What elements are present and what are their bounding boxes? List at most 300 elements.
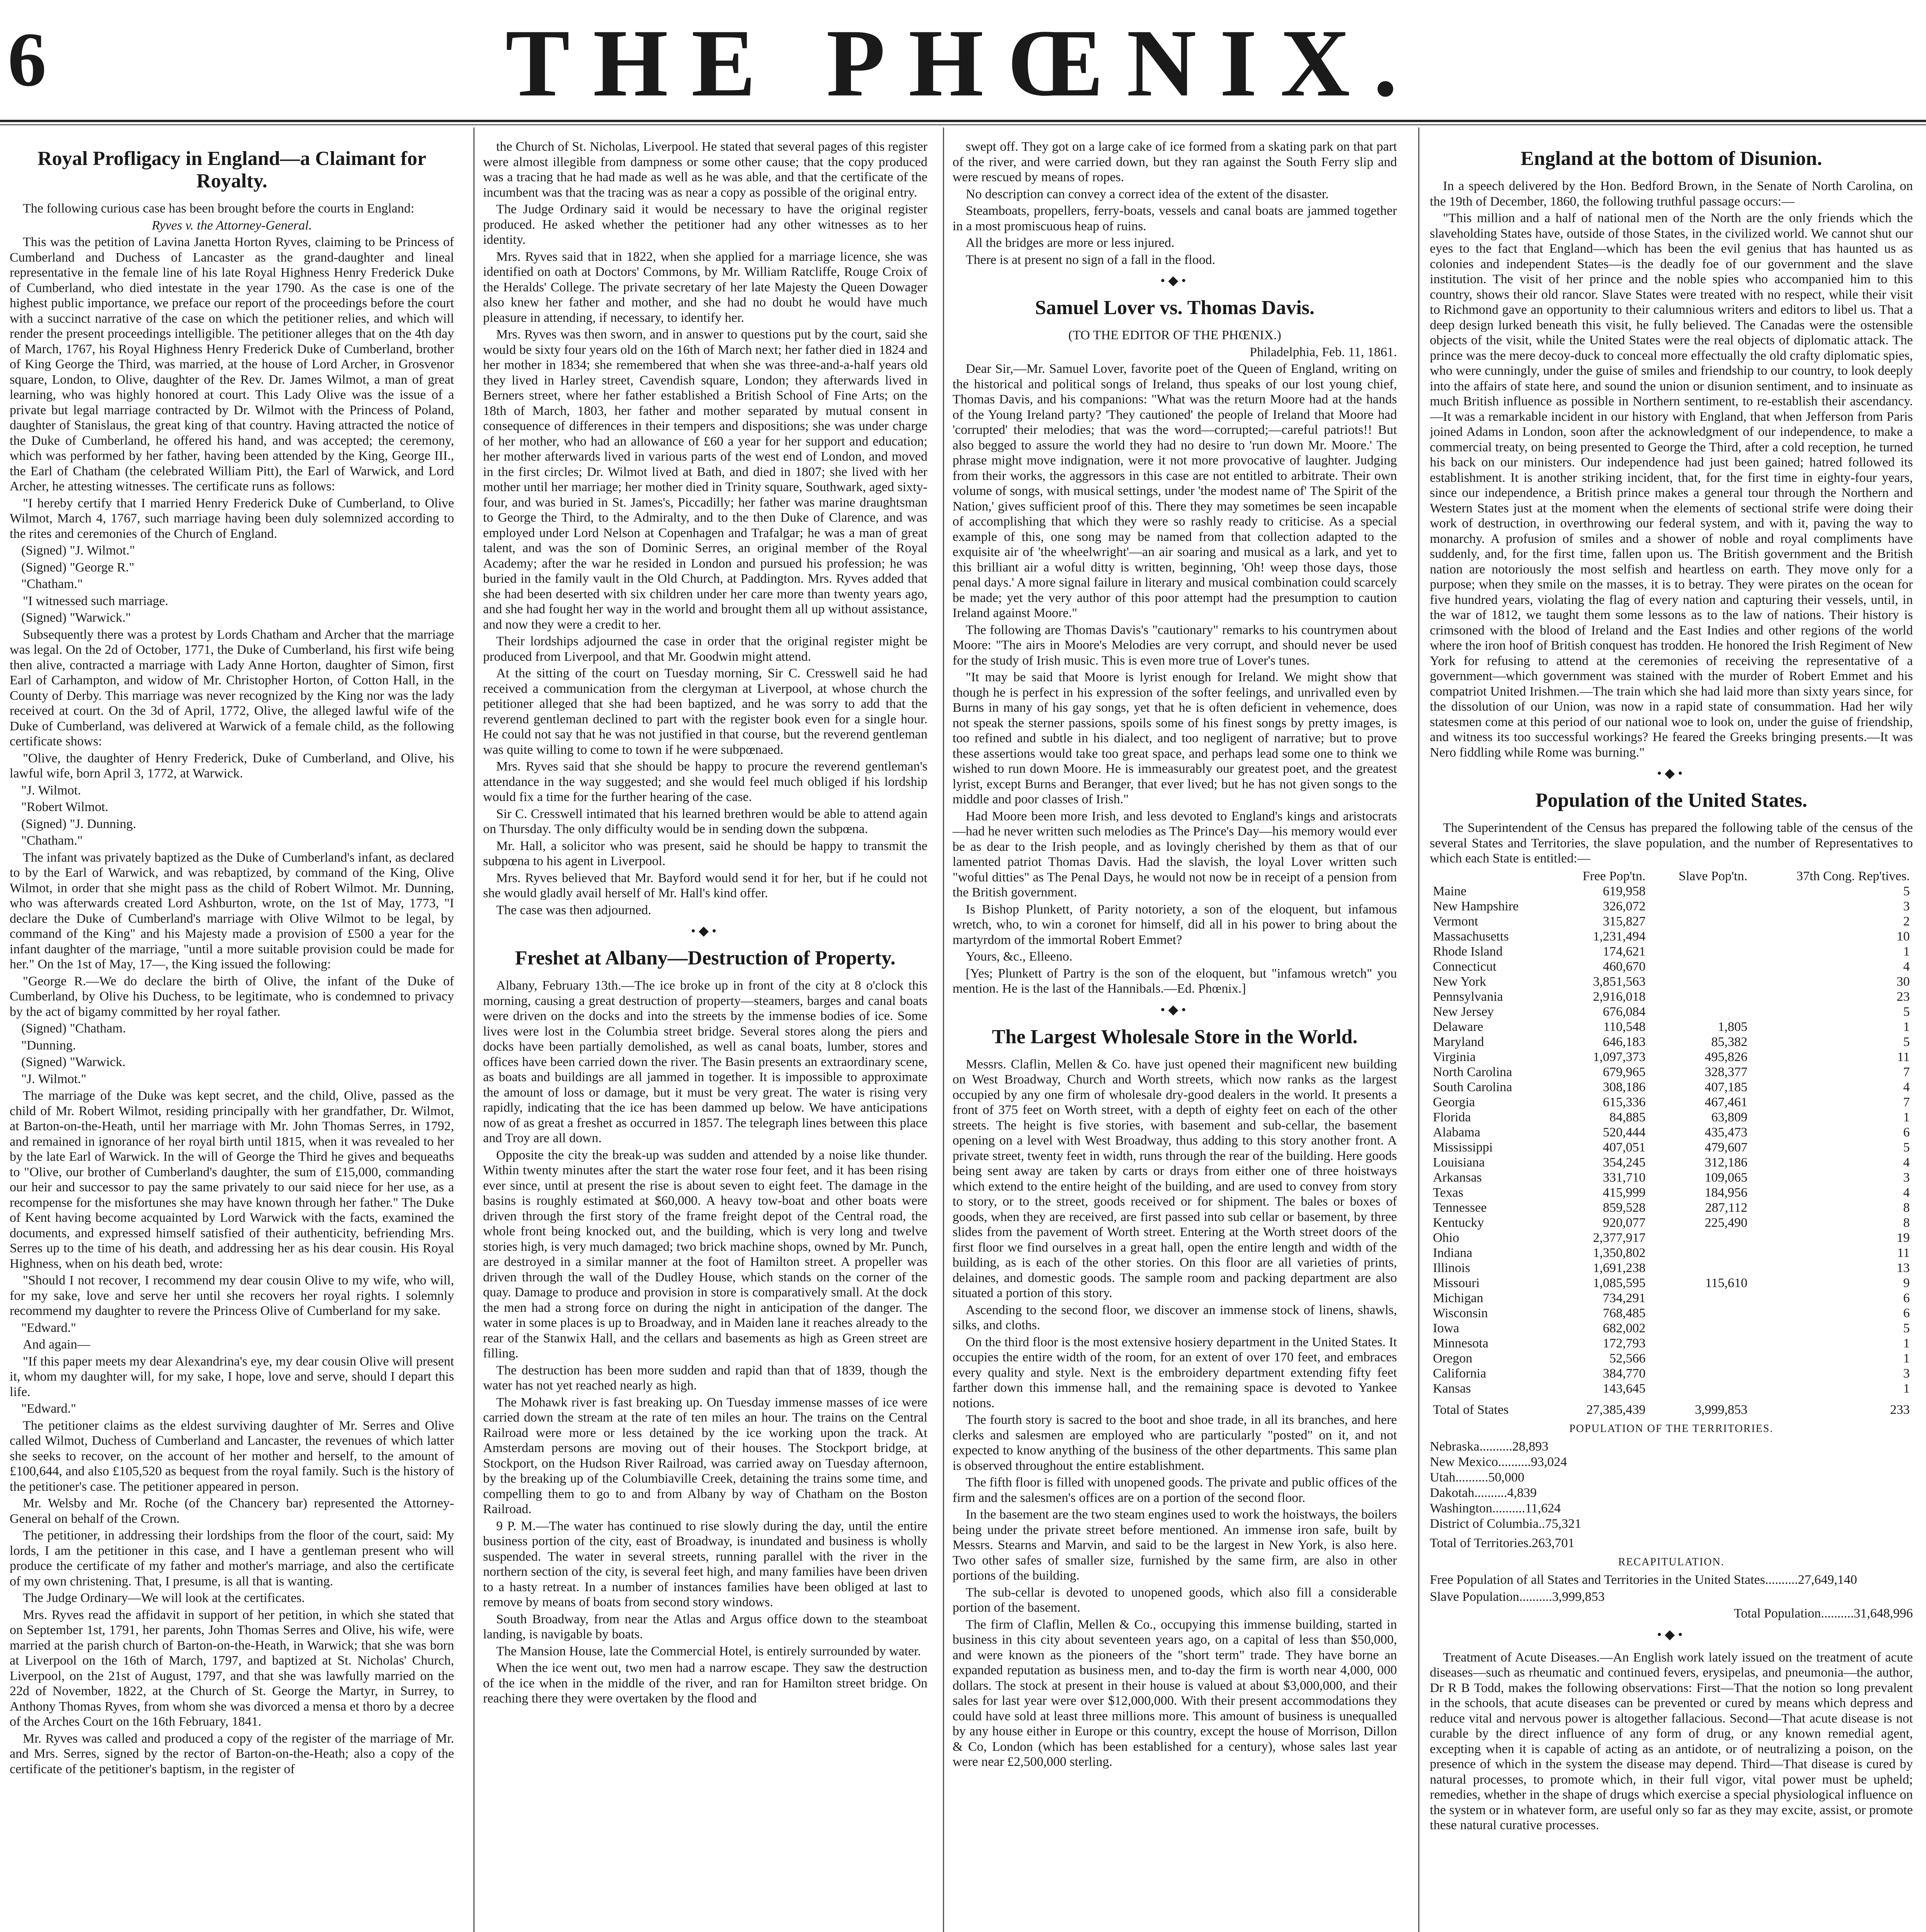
paragraph: Sir C. Cresswell intimated that his learned brethren would be able to attend again on Thursday. The only difficulty would be in sending down the subpœna. [483,806,927,836]
article-title: Population of the United States. [1535,789,1807,811]
paragraph: South Broadway, from near the Atlas and Argus office down to the steamboat landing, is navigable by boats. [483,1612,927,1641]
territory-row: New Mexico..........93,024 [1430,1454,1567,1469]
masthead [0,0,1926,128]
table-row [1430,1065,1913,1080]
table-row [1430,1004,1913,1019]
paragraph: [Yes; Plunkett of Partry is the son of the eloquent, but "infamous wretch" you mention. He is the last of the Hannibals.—Ed. Phœnix.] [953,966,1397,996]
table-row [1430,1019,1913,1034]
table-cell: 5 [1903,1034,1910,1049]
paragraph: "Should I not recover, I recommend my dear cousin Olive to my wife, who will, for my sake, love and serve her until she recovers her royal rights. I solemnly recommend my daughter to revere the Princess Olive of Cumberland for my sake. [10,1273,454,1318]
paragraph: There is at present no sign of a fall in the flood. [966,252,1215,267]
table-row [1430,1215,1913,1230]
paragraph: Mrs. Ryves said that in 1822, when she applied for a marriage licence, she was identified on oath at Doctors' Commons, by Mr. William Ratcliffe, Rouge Croix of the Heralds' College. The private secretary of her late Majesty the Queen Dowager also knew her father and mother, and she had no doubt he would have much pleasure in attending, if necessary, to identify her. [483,249,927,325]
paragraph: (Signed) "Warwick." [21,611,131,625]
table-cell: Minnesota [1433,1336,1489,1350]
table-cell: 4 [1903,1080,1910,1094]
table-cell: Pennsylvania [1433,989,1503,1004]
territories-total: Total of Territories.263,701 [1430,1536,1575,1550]
paragraph: (Signed) "J. Dunning. [21,816,136,831]
table-cell: 4 [1903,1185,1910,1200]
table-cell: Delaware [1433,1019,1484,1034]
paragraph: The Judge Ordinary said it would be necessary to have the original register produced. He asked whether the petitioner had any other witnesses as to her identity. [483,202,927,247]
paragraph: "Olive, the daughter of Henry Frederick, Duke of Cumberland, and Olive, his lawful wife, born April 3, 1772, at Warwick. [10,751,454,781]
table-cell: 13 [1897,1260,1910,1275]
paragraph: This was the petition of Lavina Janetta Horton Ryves, claiming to be Princess of Cumberland and Duchess of Lancaster as the grand-daughter and lineal representative in the female line of his late Royal Highness Henry Frederick Duke of Cumberland, who died intestate in the year 1790. As the case is one of the highest public importance, we preface our report of the proceedings before the court with a succinct narrative of the case on which the petitioner relies, and which will render the present proceedings intelligible. The petitioner alleges that on the 4th day of March, 1767, his Royal Highness Henry Frederick Duke of Cumberland, brother of King George the Third, was married, at the house of Lord Archer, in Grosvenor square, London, to Olive, daughter of the Rev. Dr. James Wilmot, a man of great learning, who was highly honored at court. This Lady Olive was the issue of a private but legal marriage contracted by Dr. Wilmot with the Princess of Poland, daughter of Stanislaus, the great king of that country. Having attracted the notice of the Duke of Cumberland, he offered his hand, and was accepted; the ceremony, which was performed by her father, having been attended by the King, George III., the Earl of Chatham (the celebrated William Pitt), the Earl of Warwick, and Lord Archer, he attesting witnesses. The certificate runs as follows: [10,235,454,493]
table-cell: Mississippi [1433,1140,1493,1155]
territory-row: Dakotah..........4,839 [1430,1485,1537,1500]
table-cell: Wisconsin [1433,1306,1488,1320]
paragraph: "Robert Wilmot. [21,800,109,814]
table-cell [1649,944,1751,959]
table-cell: Massachusetts [1433,929,1509,944]
recap-slave: Slave Population..........3,999,853 [1430,1589,1605,1604]
table-cell: Kentucky [1433,1215,1484,1230]
paragraph: "J. Wilmot. [21,783,81,798]
table-cell: 10 [1897,929,1910,944]
table-cell [1649,1351,1751,1366]
table-cell [1649,1306,1751,1321]
table-cell: 1 [1903,1110,1910,1124]
article-body [10,201,454,1777]
territory-row: Utah..........50,000 [1430,1470,1524,1485]
table-cell: South Carolina [1433,1080,1512,1094]
table-cell: Michigan [1433,1291,1484,1305]
paragraph: All the bridges are more or less injured. [966,236,1175,250]
table-cell: 1,805 [1718,1019,1747,1034]
table-cell: Illinois [1433,1260,1470,1275]
paragraph: "I hereby certify that I married Henry Frederick Duke of Cumberland, to Olive Wilmot, March 4, 1767, such marriage having been duly solemnized according to the rites and ceremonies of the Church of England. [10,496,454,541]
paragraph: The marriage of the Duke was kept secret, and the child, Olive, passed as the child of Mr. Robert Wilmot, residing principally with her grandfather, Dr. Wilmot, at Barton-on-the-Heath, until her marriage with Mr. John Thomas Serres, in 1792, and remained in ignorance of her royal birth until 1815, when it was revealed to her by the late Earl of Warwick. In the will of George the Third he gives and bequeaths to "Olive, our brother of Cumberland's daughter, the sum of £15,000, commanding our heir and successor to pay the same privately to our said niece for her use, as a recompense for the misfortunes she may have known through her father." The Duke of Kent having become acquainted by Lord Warwick with the facts, examined the documents, and expressed himself satisfied of their authenticity, befriending Mrs. Serres up to the time of his death, and addressing her as his dear cousin. His Royal Highness, when on his death bed, wrote: [10,1088,454,1271]
table-cell: 287,112 [1705,1200,1747,1215]
separator-ornament: •◆• [691,924,720,938]
table-cell: 354,245 [1603,1155,1646,1170]
recap-free: Free Population of all States and Territories in the United States..........27,649,140 [1430,1573,1857,1587]
table-cell: 85,382 [1711,1034,1747,1049]
table-cell: 1,231,494 [1593,929,1646,944]
article-body [953,139,1397,267]
paragraph: Mrs. Ryves read the affidavit in support of her petition, in which she stated that on September 1st, 1791, her parents, John Thomas Serres and Olive, his wife, were married at the parish church of Barton-on-the-Heath, in Warwick; that she was born at Liverpool on the 16th of March, 1797, and baptized at St. Nicholas' Church, Liverpool, on the 21st of August, 1797, and that she was lawfully married on the 22d of November, 1822, at the Church of St. George the Martyr, in Surrey, to Anthony Thomas Ryves, from whom she was divorced a mensa et thoro by a decree of the Arches Court on the 16th February, 1841. [10,1607,454,1729]
table-cell: 3 [1903,899,1910,913]
table-cell: 225,490 [1705,1215,1747,1230]
table-cell: Arkansas [1433,1170,1482,1185]
table-header [1430,869,1555,884]
table-row [1430,1080,1913,1095]
paragraph: Ryves v. the Attorney-General. [151,218,312,233]
paragraph: At the sitting of the court on Tuesday morning, Sir C. Cresswell said he had received a communication from the clergyman at Liverpool, at whose church the petitioner alleged that she had been baptized, and he was sorry to add that the reverend gentleman declined to part with the register book even for a single hour. He could not say that he was not justified in that course, but the reverend gentleman was quite willing to come to town if he were subpœnaed. [483,666,927,757]
paragraph: (Signed) "Chatham. [21,1021,126,1036]
paragraph: In a speech delivered by the Hon. Bedford Brown, in the Senate of North Carolina, on the 19th of December, 1860, the following truthful passage occurs:— [1430,179,1913,209]
paragraph: Mr. Ryves was called and produced a copy of the register of the marriage of Mr. and Mrs. Serres, signed by the rector of Barton-on-the-Heath; also a copy of the certificate of the petitioner's baptism, in the register of [10,1731,454,1776]
article-body [953,1057,1397,1770]
table-cell [1649,914,1751,929]
table-cell: 4 [1903,1155,1910,1170]
article-title: The Largest Wholesale Store in the World. [992,1026,1358,1048]
table-cell: 84,885 [1609,1110,1646,1124]
paragraph: The case was then adjourned. [496,903,652,917]
paragraph: The following curious case has been brought before the courts in England: [23,201,415,216]
table-cell: 646,183 [1603,1034,1646,1049]
paragraph: Mr. Hall, a solicitor who was present, said he should be happy to transmit the subpœna to his agent in Liverpool. [483,838,927,868]
separator-ornament: •◆• [1657,766,1686,781]
table-cell [1649,1366,1751,1381]
table-cell: 467,461 [1705,1095,1747,1109]
table-cell: 1,691,238 [1593,1260,1646,1275]
paragraph: "Edward." [21,1320,76,1335]
paragraph: Steamboats, propellers, ferry-boats, vessels and canal boats are jammed together in a most promiscuous heap of ruins. [953,204,1397,233]
paragraph: The Judge Ordinary—We will look at the certificates. [23,1591,305,1605]
table-total-row [1430,1396,1913,1417]
paragraph: "Chatham." [21,577,83,591]
table-cell: 4 [1903,959,1910,974]
table-cell: Louisiana [1433,1155,1485,1170]
table-cell: 3,999,853 [1695,1402,1747,1417]
table-cell: 615,336 [1603,1095,1646,1109]
table-cell: 27,385,439 [1586,1402,1646,1417]
separator-ornament: •◆• [1160,274,1189,288]
table-row [1430,1034,1913,1049]
table-row [1430,1321,1913,1336]
paragraph: Messrs. Claflin, Mellen & Co. have just opened their magnificent new building on West Broadway, Church and Worth streets, which now ranks as the largest occupied by any one firm of wholesale dry-good dealers in the world. It presents a front of 375 feet on Worth street, with a depth of eighty feet on each of the other streets. The height is five stories, with basement and sub-cellar, the basement opening on a level with West Broadway, thus adding to this story another front. A private street, twenty feet in width, runs through the rear of the building. Here goods being sent away are taken by carts or drays from either one of three hoistways which extend to the entire height of the building, and are used to convey from story to story, or to the street, goods received or for shipment. The bales or boxes of goods, when they are received, are first passed into sub cellar or basement, by three slides from the pavement of Worth street. Entering at the Worth street doors of the first floor we find ourselves in a great hall, open the entire length and width of the building, as is each of the other stories. On this floor are all varieties of prints, delaines, and domestic goods. The sample room and packing department are also situated a portion of this story. [953,1057,1397,1300]
table-cell: 174,621 [1603,944,1646,959]
paragraph: Mrs. Ryves said that she should be happy to procure the reverend gentleman's attendance in the way suggested; and she would feel much obliged if his lordship would fix a time for the further hearing of the case. [483,759,927,804]
paragraph: The petitioner claims as the eldest surviving daughter of Mr. Serres and Olive called Wilmot, Duchess of Cumberland and Lancaster, the revenues of which latter she seeks to recover, on the account of her mother and herself, to the amount of £100,644, and also £105,520 as bequest from the royal family. Such is the history of the petitioner's case. The petitioner appeared in person. [10,1418,454,1494]
table-cell: 407,185 [1705,1080,1747,1094]
table-row [1430,1381,1913,1396]
paragraph: Had Moore been more Irish, and less devoted to England's kings and aristocrats—had he never written such melodies as The Prince's Day—his memory would ever be as dear to the Irish people, and as lovingly cherished by them as that of our lamented patriot Thomas Davis. Had the slavish, the loyal Lover written such "woful ditties" as The Penal Days, he would not now be in receipt of a pension from the British government. [953,809,1397,900]
separator-ornament: •◆• [1160,1002,1189,1017]
table-row [1430,1245,1913,1260]
table-row [1430,974,1913,989]
table-row [1430,1276,1913,1291]
table-cell [1649,1230,1751,1245]
paragraph: The Mohawk river is fast breaking up. On Tuesday immense masses of ice were carried down the stream at the rate of ten miles an hour. The trains on the Central Railroad were more or less detained by the ice working upon the track. At Amsterdam persons are moving out of their houses. The Stockport bridge, at Stockport, on the Hudson River Railroad, was carried away on Tuesday afternoon, by the breaking up of the Columbiaville Creek, detaining the trains some time, and compelling them to go to and from Albany by way of Chatham on the Boston Railroad. [483,1395,927,1516]
table-cell: 6 [1903,1125,1910,1139]
table-cell [1649,1260,1751,1276]
paragraph: In the basement are the two steam engines used to work the hoistways, the boilers being under the private street before mentioned. An immense iron safe, built by Messrs. Stearns and Marvin, and said to be the largest in New York, is also here. Two other safes of smaller size, furnished by the same firm, are also in other portions of the building. [953,1507,1397,1583]
table-cell: 30 [1897,974,1910,989]
table-cell: 768,485 [1603,1306,1646,1320]
column-3 [953,139,1397,1932]
article-dateline: Philadelphia, Feb. 11, 1861. [1249,345,1397,359]
territory-row: Washington..........11,624 [1430,1501,1561,1515]
table-cell: 2,916,018 [1593,989,1646,1004]
table-cell: 520,444 [1603,1125,1646,1139]
table-cell: 184,956 [1705,1185,1747,1200]
table-cell: 172,793 [1603,1336,1646,1350]
table-cell: 3 [1903,1170,1910,1185]
table-cell: 859,528 [1603,1200,1646,1215]
table-row [1430,1351,1913,1366]
paragraph: Albany, February 13th.—The ice broke up in front of the city at 8 o'clock this morning, causing a great destruction of property—steamers, barges and canal boats were driven on the docks and into the streets by the immense bodies of ice. Some lives were lost in the Columbia street bridge. Several stores along the piers and docks have been partially demolished, as well as canal boats, lumber, stores and offices have been carried down the river. The Basin presents an extraordinary scene, as boats and buildings are all jammed in together. It is impossible to approximate the amount of loss or damage, but it must be very great. The water is rising very rapidly, indicating that the ice has been dammed up below. We have anticipations now of as great a freshet as occurred in 1857. The telegraph lines between this place and Troy are all down. [483,978,927,1145]
table-cell: Connecticut [1433,959,1497,974]
table-cell: 8 [1903,1200,1910,1215]
table-row [1430,899,1913,914]
territories-list [1430,1439,1913,1532]
table-cell: 384,770 [1603,1366,1646,1381]
table-row [1430,929,1913,944]
paragraph: "This million and a half of national men of the North are the only friends which the slaveholding States have, outside of those States, in the civilized world. We cannot shut our eyes to the fact that England—which has been the evil genius that has haunted us as colonies and independent States—is the deadly foe of our government and the slave institution. The visit of her prince and the noble spies who accompanied him to this country, shows their old rancor. Slave States were treated with no respect, while their visit to Richmond gave an opportunity to their calumnious writers and editors to libel us. That a deep design lurked beneath this visit, he fully believed. The Canadas were the ostensible objects of the visit, while the United States were the real objects of diplomatic attack. The prince was the mere decoy-duck to conceal more effectually the old crafty diplomatic spies, who were cunningly, under the guise of smiles and friendship to our country, to look deeply into the affairs of state here, and sound the union or disunion sentiment, and to insinuate as much British influence as possible in Northern sentiment, to re-establish their ascendancy.—It was a remarkable incident in our history with England, that when Jefferson from Paris joined Adams in London, soon after the acknowledgment of our independence, to make a commercial treaty, on being presented to George the Third, after a cold reception, he turned his back on our ministers. Our independence had just been gained; hatred followed its establishment. It is another striking incident, that, for the first time in eighty-four years, since our independence, a British prince makes a general tour through the Northern and Western States just at the moment when the elements of sectional strife were doing their work of destruction, in overthrowing our federal system, and with it, paving the way to monarchy. A profusion of smiles and a shower of noble and royal compliments have suddenly, and, for the first time, fallen upon us. The British government and the British nation are notoriously the most selfish and heartless on earth. They move only for a purpose; when they smile on the masses, it is to betray. They were pirates on the ocean for five hundred years, violating the flag of every nation and capturing their vessels, until, in the war of 1812, we taught them some lessons as to the law of nations. Their history is crimsoned with the blood of Ireland and the East Indies and other regions of the world where the iron hoof of British conquest has trodden. He honored the Irish Regiment of New York for refusing to attend at the ceremonies of receiving the representative of a government—which government was stained with the murder of Robert Emmet and his compatriot United Irishmen.—The train which she had laid more than sixty years since, for the dissolution of our Union, was now in a rapid state of consummation. Had her wily statesmen come at this period of our national woe to look on, under the guise of friendship, and witness its too successful workings? He feared the Greeks bringing presents.—It was Nero fiddling while Rome was burning." [1430,211,1913,760]
table-cell: 1 [1903,1019,1910,1034]
column-rule [943,128,944,1932]
paragraph: Yours, &c., Elleeno. [966,949,1073,964]
table-cell: 5 [1903,1004,1910,1019]
paragraph: "George R.—We do declare the birth of Olive, the infant of the Duke of Cumberland, by Olive his Duchess, to be legitimate, who is condemned to privacy by the act of bigamy committed by her royal father. [10,974,454,1019]
separator-ornament: •◆• [1657,1627,1686,1642]
table-cell: 115,610 [1705,1276,1747,1290]
table-cell: New York [1433,974,1486,989]
table-row [1430,1306,1913,1321]
table-row [1430,884,1913,899]
table-row [1430,1170,1913,1185]
article-body [483,139,927,918]
table-cell: California [1433,1366,1486,1381]
table-cell: 619,958 [1603,884,1646,898]
paragraph: "Dunning. [21,1038,76,1053]
table-cell: 11 [1897,1049,1910,1064]
paragraph: "I witnessed such marriage. [23,594,168,608]
paragraph: "If this paper meets my dear Alexandrina's eye, my dear cousin Olive will present it, whom my daughter will, for my sake, I hope, love and serve, should I depart this life. [10,1354,454,1399]
table-row [1430,1049,1913,1065]
table-cell: 5 [1903,884,1910,898]
table-cell: 415,999 [1603,1185,1646,1200]
table-cell: 1,085,595 [1593,1276,1646,1290]
table-cell: 308,186 [1603,1080,1646,1094]
table-cell: New Hampshire [1433,899,1519,913]
table-cell: 143,645 [1603,1381,1646,1396]
column-rule [1418,128,1419,1932]
table-cell: 110,548 [1603,1019,1646,1034]
paragraph: Their lordships adjourned the case in order that the original register might be produced from Liverpool, and that Mr. Goodwin might attend. [483,634,927,664]
table-cell: 679,965 [1603,1065,1646,1079]
table-row [1430,914,1913,929]
table-cell: 3 [1903,1366,1910,1381]
table-cell: 1 [1903,944,1910,959]
masthead-rule [0,120,1926,122]
table-cell: Florida [1433,1110,1471,1124]
table-cell: New Jersey [1433,1004,1494,1019]
table-cell: 1,097,373 [1593,1049,1646,1064]
table-cell: Rhode Island [1433,944,1503,959]
paragraph: The sub-cellar is devoted to unopened goods, which also fill a considerable portion of the basement. [953,1585,1397,1615]
column-1 [10,139,454,1932]
table-row [1430,1230,1913,1245]
table-cell [1649,1291,1751,1306]
table-row [1430,1366,1913,1381]
table-cell: 331,710 [1603,1170,1646,1185]
paragraph: And again— [23,1337,90,1352]
paragraph: Treatment of Acute Diseases.—An English work lately issued on the treatment of acute diseases—such as rheumatic and continued fevers, erysipelas, and pneumonia—the author, Dr R B Todd, makes the following observations: First—That the notion so long prevalent in the schools, that acute diseases can be prevented or cured by means which depress and reduce vital and nervous power is altogether fallacious. Second—That acute disease is not curable by the direct influence of any form of drug, or any known remedial agent, excepting when it is capable of acting as an antidote, or of neutralizing a poison, on the presence of which in the system the disease may depend. Third—That disease is cured by natural processes, to promote which, in their full vigor, vital power must be upheld; remedies, whether in the shape of drugs which exercise a special physiological influence on the system or in whatever form, are useful only so far as they may excite, assist, or promote these natural curative processes. [1430,1650,1913,1832]
newspaper-title: THE PHŒNIX. [505,10,1421,117]
table-cell: 52,566 [1609,1351,1646,1366]
table-cell: 23 [1897,989,1910,1004]
paragraph: The destruction has been more sudden and rapid than that of 1839, though the water has not yet reached nearly as high. [483,1363,927,1393]
column-2 [483,139,927,1932]
paragraph: Opposite the city the break-up was sudden and attended by a noise like thunder. Within twenty minutes after the start the water rose four feet, and it has been rising ever since, until at present the rise is about seven to eight feet. The damage in the basins is roughly estimated at $60,000. A heavy tow-boat and other boats were driven through the first story of the frame freight depot of the Central road, the whole front being knocked out, and the building, which is very long and twelve stories high, is very much damaged; two brick machine shops, owned by Mr. Punch, are destroyed in a similar manner at the foot of Hamilton street. A propeller was driven through the wall of the Dudley House, which stands on the corner of the quay. Damage to produce and provision in store is comparatively small. At the dock the men had a strong force on during the night in anticipation of the danger. The water in some places is up to Broadway, and in Maiden lane it reaches already to the rear of the Stanwix Hall, and the cellars and basements as high as Green street are filling. [483,1148,927,1361]
table-cell: Indiana [1433,1245,1472,1260]
table-cell: 676,084 [1603,1004,1646,1019]
paragraph: swept off. They got on a large cake of ice formed from a skating park on that part of the river, and were carried down, but they ran against the South Ferry slip and were rescued by means of ropes. [953,139,1397,184]
table-cell: Maine [1433,884,1467,898]
table-cell: 460,670 [1603,959,1646,974]
paragraph: Subsequently there was a protest by Lords Chatham and Archer that the marriage was legal. On the 2d of October, 1771, the Duke of Cumberland, his first wife being then alive, contracted a marriage with Lady Anne Horton, daughter of Simon, first Earl of Carhampton, and widow of Mr. Christopher Horton, of Cotton Hall, in the County of Derby. This marriage was never recognized by the King nor was the lady received at court. On the 3d of April, 1772, Olive, the alleged lawful wife of the Duke of Cumberland, was delivered at Warwick of a female child, as the following certificate shows: [10,627,454,748]
population-table [1430,869,1913,1417]
article-title: Samuel Lover vs. Thomas Davis. [1035,297,1315,319]
table-cell: 109,065 [1705,1170,1747,1185]
table-header: Free Pop'tn. [1582,869,1646,883]
table-cell [1649,929,1751,944]
paragraph: Is Bishop Plunkett, of Parity notoriety, a son of the eloquent, but infamous wretch, who, to win a coronet for himself, did all in his power to bring about the martyrdom of the immortal Robert Emmet? [953,902,1397,947]
paragraph: The Mansion House, late the Commercial Hotel, is entirely surrounded by water. [496,1644,921,1658]
table-cell: 435,473 [1705,1125,1747,1139]
table-row [1430,1200,1913,1215]
table-row [1430,1110,1913,1125]
table-cell: 326,072 [1603,899,1646,913]
table-cell: 7 [1903,1095,1910,1109]
table-cell: Iowa [1433,1321,1459,1335]
table-cell: Vermont [1433,914,1479,929]
table-row [1430,1125,1913,1140]
paragraph: The fourth story is sacred to the boot and shoe trade, in all its branches, and here clerks and salesmen are employed who are particularly "posted" on it, and not expected to know anything of the business of the other departments. This same plan is observed throughout the entire establishment. [953,1413,1397,1473]
table-cell [1649,1321,1751,1336]
table-cell: 7 [1903,1065,1910,1079]
table-cell [1649,1245,1751,1260]
paragraph: The petitioner, in addressing their lordships from the floor of the court, said: My lords, I am the petitioner in this case, and I have a gentleman present who will produce the certificate of my father and mother's marriage, and also the certificate of my own christening. That, I presume, is all that is wanting. [10,1528,454,1588]
table-cell [1649,1004,1751,1019]
table-row [1430,989,1913,1004]
paragraph: "Chatham." [21,833,83,848]
table-cell: 6 [1903,1306,1910,1320]
territory-row: Nebraska..........28,893 [1430,1439,1548,1454]
table-cell [1649,974,1751,989]
table-cell: 2,377,917 [1593,1230,1646,1245]
table-cell: 63,809 [1711,1110,1747,1124]
paragraph: On the third floor is the most extensive hosiery department in the United States. It occupies the entire width of the room, for an extent of over 170 feet, and embraces every quality and style. Next is the embroidery department extending fifty feet farther down this immense hall, and the remaining space is devoted to Yankee notions. [953,1335,1397,1410]
paragraph: "J. Wilmot." [21,1071,87,1086]
table-cell [1649,884,1751,899]
table-header: Slave Pop'tn. [1678,869,1747,883]
table-cell: 1,350,802 [1593,1245,1646,1260]
table-cell: 1 [1903,1336,1910,1350]
paragraph: (Signed) "Warwick. [21,1055,126,1069]
paragraph: Ascending to the second floor, we discover an immense stock of linens, shawls, silks, and cloths. [953,1303,1397,1332]
table-cell: 19 [1897,1230,1910,1245]
article-body [953,361,1397,997]
paragraph: When the ice went out, two men had a narrow escape. They saw the destruction of the ice when in the middle of the river, and ran for Hamilton street bridge. On reaching there they were overtaken by the flood and [483,1661,927,1706]
table-cell: Georgia [1433,1095,1475,1109]
table-cell: 1 [1903,1381,1910,1396]
paragraph: No description can convey a correct idea of the extent of the disaster. [966,187,1329,201]
article-subtitle: (TO THE EDITOR OF THE PHŒNIX.) [1068,328,1281,342]
paragraph: Mrs. Ryves believed that Mr. Bayford would send it for her, but if he could not she would gladly avail herself of Mr. Hall's kind offer. [483,871,927,900]
table-row [1430,1155,1913,1170]
paragraph: Mr. Welsby and Mr. Roche (of the Chancery bar) represented the Attorney-General on behalf of the Crown. [10,1496,454,1526]
article-body [483,978,927,1706]
table-cell: Alabama [1433,1125,1480,1139]
column-4 [1430,139,1913,1932]
paragraph: "Edward." [21,1401,76,1416]
table-cell: 495,826 [1705,1049,1747,1064]
table-cell: Virginia [1433,1049,1476,1064]
table-cell: 8 [1903,1215,1910,1230]
territories-heading: POPULATION OF THE TERRITORIES. [1569,1422,1774,1435]
table-cell [1649,1336,1751,1351]
table-row [1430,1291,1913,1306]
paragraph: Dear Sir,—Mr. Samuel Lover, favorite poet of the Queen of England, writing on the historical and political songs of Ireland, thus speaks of our lost young chief, Thomas Davis, and his companions: "What was the return Moore had at the hands of the Young Ireland party? 'They cautioned' the people of Ireland that Moore had 'corrupted' their melodies; that was the word—corrupted;—careful patriots!! But also begged to assure the world they had no desire to 'run down Mr. Moore.' The phrase might move indignation, were it not more provocative of laughter. Judging from their works, the aggressors in this case are not entitled to arbitrate. Their own volume of songs, with musical settings, under 'the modest name of' The Spirit of the Nation,' gives sufficient proof of this. There they may sometimes be seen incapable of accomplishing that which they were so rashly ready to criticise. As a special example of this, one song may be named from that collection adapted to the exquisite air of 'the wheelwright'—an air soaring and musical as a lark, and yet to this brilliant air a woful ditty is written, beginning, 'Oh! weep those days, those penal days.' A more signal failure in literary and musical combination could scarcely be made; yet the very author of this poor attempt had the presumption to caution Ireland against Moore." [953,362,1397,620]
table-cell: Total of States [1433,1402,1509,1417]
table-cell: 6 [1903,1291,1910,1305]
table-cell: Missouri [1433,1276,1480,1290]
table-cell: 315,827 [1603,914,1646,929]
recap-heading: RECAPITULATION. [1618,1556,1725,1568]
table-cell: 328,377 [1705,1065,1747,1079]
paragraph: the Church of St. Nicholas, Liverpool. He stated that several pages of this register were almost illegible from dampness or some other cause; that the copy produced was a tracing that he had made as well as he was able, and that the certificate of the incumbent was that the tracing was as near a copy as possible of the original entry. [483,139,927,200]
paragraph: (Signed) "George R." [21,560,134,575]
table-cell: 2 [1903,914,1910,929]
article-body [1430,179,1913,760]
table-row [1430,1260,1913,1276]
table-cell: 682,002 [1603,1321,1646,1335]
table-row [1430,1140,1913,1155]
territory-row: District of Columbia..75,321 [1430,1516,1581,1531]
paragraph: 9 P. M.—The water has continued to rise slowly during the day, until the entire business portion of the city, east of Broadway, is inundated and business is wholly suspended. The water in several streets, running parallel with the river in the northern section of the city, is several feet high, and many families have been driven to a hasty retreat. In a number of instances families have been obliged at last to remove by means of boats from second story windows. [483,1519,927,1609]
masthead-rule-thin [0,124,1926,125]
table-row [1430,1336,1913,1351]
article-intro: The Superintendent of the Census has prepared the following table of the census of the several States and Territories, the slave population, and the number of Representatives to which each State is entitled:— [1430,821,1913,866]
column-rule [473,128,475,1932]
table-cell [1649,1381,1751,1396]
table-header: 37th Cong. Rep'tives. [1796,869,1910,883]
paragraph: The following are Thomas Davis's "cautionary" remarks to his countrymen about Moore: "The airs in Moore's Melodies are very corrupt, and should never be used for the study of Irish music. This is even more true of Lover's tunes. [953,622,1397,668]
recap-total: Total Population..........31,648,996 [1734,1606,1913,1621]
table-cell: 479,607 [1705,1140,1747,1155]
table-cell: North Carolina [1433,1065,1512,1079]
table-row [1430,1095,1913,1110]
table-cell: 233 [1890,1402,1910,1417]
table-cell: Maryland [1433,1034,1484,1049]
table-cell: 734,291 [1603,1291,1646,1305]
paragraph: (Signed) "J. Wilmot." [21,543,135,558]
paragraph: The infant was privately baptized as the Duke of Cumberland's infant, as declared to by the Earl of Warwick, and was rebaptized, by command of the King, Olive Wilmot, in order that she might pass as the child of Robert Wilmot. Mr. Dunning, who was afterwards created Lord Ashburton, wrote, on the 1st of May, 1773, "I declare the Duke of Cumberland's marriage with Olive Wilmot to be legal, by command of the King" and his Majesty made a provision of £500 a year for the infant daughter of the marriage, "until a more suitable provision could be made for her." On the 1st of May, 17—, the King issued the following: [10,850,454,971]
table-cell: 407,051 [1603,1140,1646,1155]
table-cell: 5 [1903,1321,1910,1335]
table-row [1430,944,1913,959]
table-cell: Ohio [1433,1230,1459,1245]
paragraph: The firm of Claflin, Mellen & Co., occupying this immense building, started in business in this city about seventeen years ago, on a capital of less than $50,000, and were known as the pioneers of the "short term" trade. They have borne an expanded reputation as business men, and to-day the firm is worth near 4,000, 000 dollars. The stock at present in their house is valued at about $3,000,000, and their sales for last year were over $12,000,000. With their present accommodations they could have sold at least three millions more. This amount of business is unequalled by any house either in Europe or this country, except the house of Morrison, Dillon & Co, London (which has been established for a century), whose sales last year were near £2,500,000 sterling. [953,1617,1397,1769]
table-row [1430,1185,1913,1200]
article-title: Freshet at Albany—Destruction of Property. [515,947,896,969]
table-cell: 312,186 [1705,1155,1747,1170]
table-cell: 1 [1903,1351,1910,1366]
table-cell: Tennessee [1433,1200,1487,1215]
table-cell: Oregon [1433,1351,1472,1366]
page-number: 6 [8,17,46,102]
table-cell: 9 [1903,1276,1910,1290]
table-cell: 5 [1903,1140,1910,1155]
paragraph: Mrs. Ryves was then sworn, and in answer to questions put by the court, said she would be sixty four years old on the 16th of March next; her father died in 1824 and her mother in 1834; she remembered that when she was three-and-a-half years old they lived in Harley street, Cavendish square, London; they afterwards lived in Berners street, where her father established a British School of Fine Arts; on the 18th of March, 1803, her father and mother separated by mutual consent in consequence of differences in their tempers and dispositions; she was under charge of her mother, who had an allowance of £60 a year for her support and education; her mother afterwards lived in various parts of the west end of London, and moved in the first circles; Dr. Wilmot lived at Bath, and died in 1807; she lived with her mother until her marriage; her mother died in Trinity square, Southwark, aged sixty-four, and was buried in St. James's, Piccadilly; her father was marine draughtsman to George the Third, to the Admiralty, and to the then Duke of Clarence, and was employed under Lord Nelson at Copenhagen and Trafalgar; he was a man of great talent, and was the son of Dominic Serres, an original member of the Royal Academy; after the war he resided in London and pursued his profession; he was buried in the family vault in the Old Church, at Paddington. Mrs. Ryves added that she had been deserted with six children under her care more than twenty years ago, and she had fought her way in the world and brought them all up without assistance, and now they were a credit to her. [483,327,927,632]
table-cell: Kansas [1433,1381,1471,1396]
table-cell: 3,851,563 [1593,974,1646,989]
table-cell [1649,959,1751,974]
table-cell: Texas [1433,1185,1463,1200]
table-cell: 11 [1897,1245,1910,1260]
table-cell [1649,899,1751,914]
table-cell [1649,989,1751,1004]
paragraph: The fifth floor is filled with unopened goods. The private and public offices of the firm and the salesmen's offices are on a portion of the second floor. [953,1475,1397,1505]
table-row [1430,959,1913,974]
article-body [1430,1650,1913,1833]
table-cell: 920,077 [1603,1215,1646,1230]
paragraph: "It may be said that Moore is lyrist enough for Ireland. We might show that though he is perfect in his expression of the softer feelings, and unrivalled even by Burns in many of his gay songs, yet that he is often deficient in vehemence, does not speak the sterner passions, spoils some of his finest songs by pretty images, is too refined and subtle in his dialect, and too negligent of narrative; but to prove these assertions would take too great space, and perhaps lead some one to think we wished to run down Moore. He is immeasurably our greatest poet, and the greatest lyrist, except Burns and Beranger, that ever lived; but he has not given songs to the middle and poor classes of Irish." [953,670,1397,806]
